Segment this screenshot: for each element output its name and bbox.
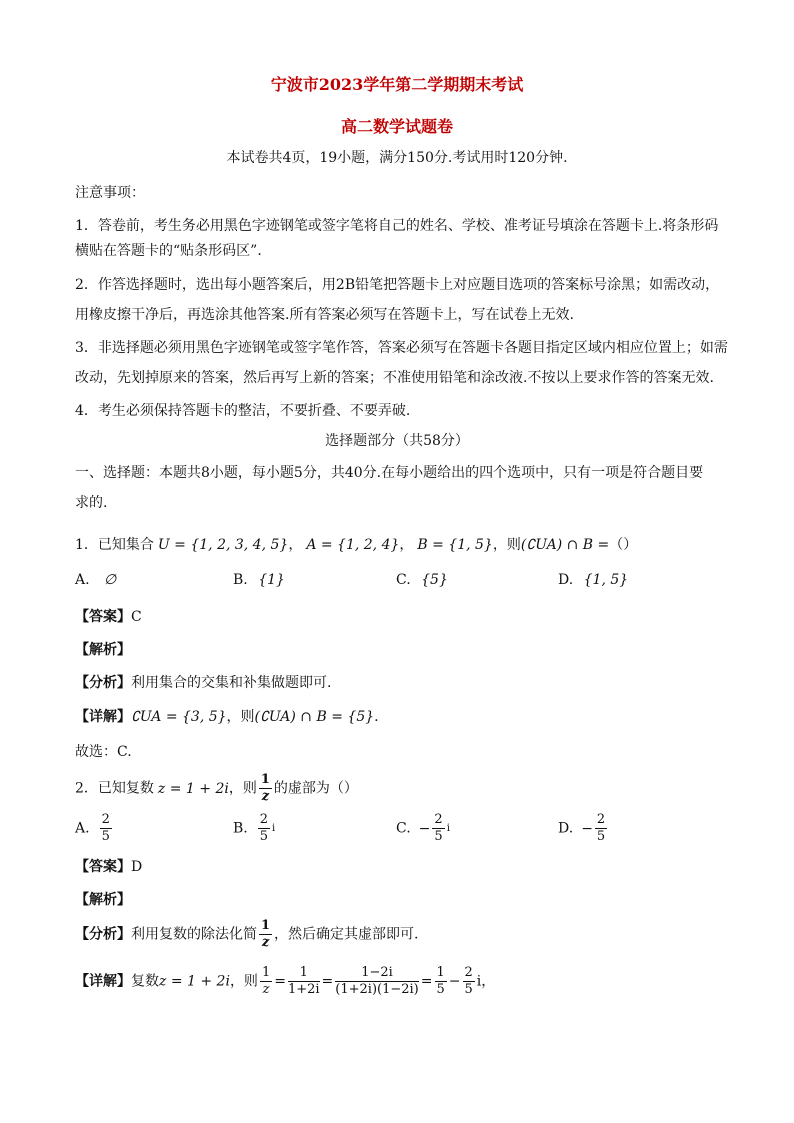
q1-detail-label: 【详解】 — [75, 709, 131, 725]
q1-paren: （） — [609, 537, 638, 553]
q2-detail-f2-den: 1+2i — [287, 982, 320, 997]
q2-fraction-den: z — [261, 789, 270, 804]
q1-option-b — [233, 572, 285, 588]
q2-detail-f1-den: z — [262, 982, 270, 997]
q2-option-c-num: 2 — [434, 812, 443, 827]
q1-option-c-label: C. — [396, 572, 411, 588]
q2-suffix: 的虚部为（） — [273, 780, 358, 797]
q2-fenxi-label: 【分析】 — [75, 926, 131, 943]
q2-option-b-num: 2 — [259, 812, 269, 827]
q1-detail-expr-2: (∁UA) ∩ B = {5} — [254, 709, 375, 725]
q2-detail-eq-2: = — [321, 973, 334, 990]
q2-z: z = 1 + 2i — [157, 780, 229, 797]
section-title: 选择题部分（共58分） — [325, 433, 469, 449]
q2-option-d-label: D. — [558, 820, 574, 837]
q1-answer-label: 【答案】 — [75, 609, 131, 625]
q2-option-d-sign: − — [581, 820, 593, 837]
notice-item-4: 4．考生必须保持答题卡的整洁，不要折叠、不要弄破. — [75, 403, 411, 419]
q2-answer-label: 【答案】 — [75, 859, 131, 875]
q1-fenxi-text: 利用集合的交集和补集做题即可. — [131, 675, 332, 691]
q2-option-b-suffix: i — [272, 823, 276, 834]
q2-fenxi-frac-num: 1 — [261, 918, 271, 933]
q2-detail — [75, 965, 495, 998]
q2-detail-f5-den: 5 — [464, 982, 473, 997]
q2-fraction-num: 1 — [260, 772, 270, 787]
q1-option-c-value: {5} — [421, 572, 448, 588]
q1-fenxi — [75, 673, 331, 693]
section-desc-line-1: 一、选择题：本题共8小题，每小题5分，共40分.在每小题给出的四个选项中，只有一项是符合题目要 — [75, 465, 704, 481]
q1-option-d-value: {1, 5} — [583, 572, 629, 588]
q2-option-b-label: B. — [233, 820, 248, 837]
q2-option-d — [558, 812, 609, 845]
q2-detail-eq-1: = — [274, 973, 286, 990]
q1-detail-mid: ，则 — [226, 709, 255, 725]
q1-option-c — [396, 572, 448, 588]
q1-option-a-label: A. — [75, 572, 90, 588]
q2-fenxi-text-b: ，然后确定其虚部即可. — [274, 926, 419, 943]
notice-item-1-line-1: 1．答卷前，考生务必用黑色字迹钢笔或签字笔将自己的姓名、学校、准考证号填涂在答题卡上.将条形码 — [75, 218, 719, 234]
q1-fenxi-label: 【分析】 — [75, 675, 131, 691]
exam-title: 宁波市2023学年第二学期期末考试 — [270, 75, 524, 94]
q1-detail-expr-1: ∁UA = {3, 5} — [131, 709, 227, 725]
q2-option-d-den: 5 — [596, 829, 606, 844]
q2-option-a-label: A. — [75, 820, 90, 837]
q1-detail — [75, 707, 379, 727]
notice-item-2-line-2: 用橡皮擦干净后，再选涂其他答案.所有答案必须写在答题卡上，写在试卷上无效. — [75, 307, 574, 323]
notice-item-2-line-1: 2．作答选择题时，选出每小题答案后，用2B铅笔把答题卡上对应题目选项的答案标号涂黑；如需改动， — [75, 277, 720, 293]
q2-detail-label: 【详解】 — [75, 973, 131, 990]
q2-fenxi — [75, 918, 419, 951]
q2-option-c-den: 5 — [434, 829, 443, 844]
q2-detail-f4-den: 5 — [436, 982, 445, 997]
q1-option-a — [75, 572, 116, 588]
q2-fenxi-text-a: 利用复数的除法化简 — [131, 926, 257, 943]
q1-answer-value: C — [131, 609, 142, 625]
q2-option-a-den: 5 — [101, 829, 110, 844]
q1-option-b-value: {1} — [258, 572, 285, 588]
q2-prefix: 2．已知复数 — [75, 780, 154, 797]
notice-item-3-line-2: 改动，先划掉原来的答案，然后再写上新的答案；不准使用铅笔和涂改液.不按以上要求作答的答案无效. — [75, 370, 714, 386]
question-1-stem: 1．已知集合 U = {1, 2, 3, 4, 5}， A = {1, 2, 4}， B = {1, 5}，则(∁UA) ∩ B =（） — [75, 537, 638, 553]
q1-set-b: B = {1, 5} — [417, 537, 493, 553]
q2-option-c-suffix: i — [446, 823, 450, 834]
q2-detail-f1-num: 1 — [261, 965, 271, 980]
q1-option-b-label: B. — [233, 572, 248, 588]
q2-detail-f4-num: 1 — [436, 965, 445, 980]
q2-option-c-label: C. — [396, 820, 411, 837]
q2-option-c — [396, 812, 450, 845]
q2-option-b-den: 5 — [259, 829, 269, 844]
q1-choose: 故选：C. — [75, 744, 132, 760]
q2-analysis-label: 【解析】 — [75, 892, 131, 908]
notice-item-1-line-2: 横贴在答题卡的“贴条形码区”． — [75, 243, 272, 259]
exam-intro: 本试卷共4页，19小题，满分150分.考试用时120分钟. — [226, 150, 568, 166]
q2-detail-f5-num: 2 — [464, 965, 473, 980]
q1-set-a: A = {1, 2, 4} — [306, 537, 400, 553]
q2-fenxi-frac-den: z — [261, 935, 270, 950]
q2-detail-f3-num: 1−2i — [335, 965, 418, 982]
q2-detail-text-b: ，则 — [229, 973, 258, 990]
q2-detail-text-a: 复数 — [131, 973, 159, 990]
q2-option-a-num: 2 — [101, 812, 110, 827]
q2-detail-eq-3: = — [420, 973, 433, 990]
q1-option-d-label: D. — [558, 572, 574, 588]
q2-answer-value: D — [131, 859, 143, 875]
q2-option-a — [75, 812, 114, 845]
q1-option-d — [558, 572, 628, 588]
q1-analysis-label: 【解析】 — [75, 642, 131, 658]
q1-prefix: 1．已知集合 — [75, 537, 154, 553]
q1-expression: (∁UA) ∩ B = — [520, 537, 610, 553]
q2-detail-z: z = 1 + 2i — [159, 973, 230, 990]
section-desc-line-2: 求的. — [75, 495, 108, 511]
q1-then: ，则 — [492, 537, 521, 553]
question-2-stem — [75, 772, 358, 805]
q2-answer — [75, 857, 142, 877]
q2-option-d-num: 2 — [596, 812, 606, 827]
notice-item-3-line-1: 3．非选择题必须用黑色字迹钢笔或签字笔作答，答案必须写在答题卡各题目指定区域内相应位置上；如需 — [75, 340, 728, 356]
notice-heading: 注意事项： — [75, 185, 145, 201]
q2-detail-minus: − — [448, 973, 461, 990]
q2-option-b — [233, 812, 275, 845]
q2-detail-tail: i， — [476, 973, 496, 990]
q2-option-c-sign: − — [418, 820, 431, 837]
q1-option-a-value: ∅ — [104, 572, 117, 588]
q2-detail-f3-den: (1+2i)(1−2i) — [335, 982, 419, 997]
q2-then: ，则 — [228, 780, 257, 797]
q1-answer — [75, 607, 142, 627]
q1-set-u: U = {1, 2, 3, 4, 5} — [157, 537, 289, 553]
q2-fraction — [259, 772, 272, 805]
q1-detail-end: . — [374, 709, 379, 725]
q2-detail-f2-num: 1 — [288, 965, 320, 982]
exam-subtitle: 高二数学试题卷 — [340, 117, 453, 136]
